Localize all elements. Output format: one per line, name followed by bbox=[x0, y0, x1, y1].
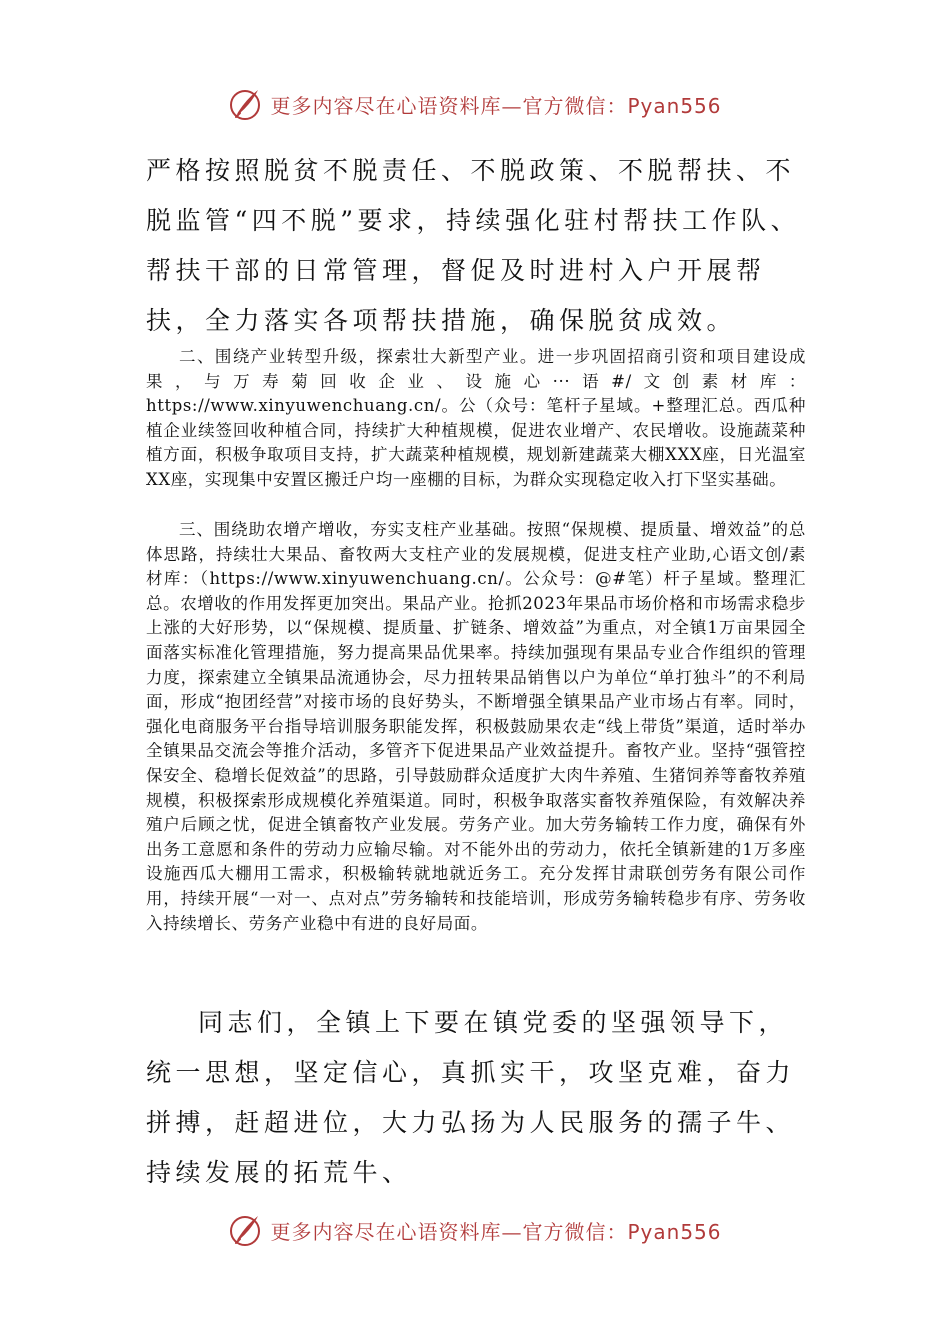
paragraph-section-two: 二、围绕产业转型升级，探索壮大新型产业。进一步巩固招商引资和项目建设成果，与万寿菊回收企业、设施心···语#/文创素材库：https://www.xinyuwenchuang.cn/。公（众号：笔杆子星域。+整理汇总。西瓜种植企业续签回收种植合同，持续扩大种植规模，促进农业增产、农民增收。设施蔬菜种植方面，积极争取项目支持，扩大蔬菜种植规模，规划新建蔬菜大棚XXX座，日光温室XX座，实现集中安置区搬迁户均一座棚的目标，为群众实现稳定收入打下坚实基础。 bbox=[146, 347, 806, 489]
header-banner bbox=[0, 84, 950, 124]
paragraph-comrades: 同志们，全镇上下要在镇党委的坚强领导下，统一思想，坚定信心，真抓实干，攻坚克难，奋力拼搏，赶超进位，大力弘扬为人民服务的孺子牛、持续发展的拓荒牛、 bbox=[146, 1008, 796, 1187]
quill-pen-seal-icon bbox=[228, 86, 264, 122]
paragraph-section-three: 三、围绕助农增产增收，夯实支柱产业基础。按照“保规模、提质量、增效益”的总体思路，持续壮大果品、畜牧两大支柱产业的发展规模，促进支柱产业助,心语文创/素材库：（https://www.xinyuwenchuang.cn/。公众号：@#笔）杆子星域。整理汇总。农增收的作用发挥更加突出。果品产业。抢抓2023年果品市场价格和市场需求稳步上涨的大好形势，以“保规模、提质量、扩链条、增效益”为重点，对全镇1万亩果园全面落实标准化管理措施，努力提高果品优果率。持续加强现有果品专业合作组织的管理力度，探索建立全镇果品流通协会，尽力扭转果品销售以户为单位“单打独斗”的不利局面，形成“抱团经营”对接市场的良好势头，不断增强全镇果品产业市场占有率。同时，强化电商服务平台指导培训服务职能发挥，积极鼓励果农走“线上带货”渠道，适时举办全镇果品交流会等推介活动，多管齐下促进果品产业效益提升。畜牧产业。坚持“强管控保安全、稳增长促效益”的思路，引导鼓励群众适度扩大肉牛养殖、生猪饲养等畜牧养殖规模，积极探索形成规模化养殖渠道。同时，积极争取落实畜牧养殖保险，有效解决养殖户后顾之忧，促进全镇畜牧产业发展。劳务产业。加大劳务输转工作力度，确保有外出务工意愿和条件的劳动力应输尽输。对不能外出的劳动力，依托全镇新建的1万多座设施西瓜大棚用工需求，积极输转就地就近务工。充分发挥甘肃联创劳务有限公司作用，持续开展“一对一、点对点”劳务输转和技能培训，形成劳务输转稳步有序、劳务收入持续增长、劳务产业稳中有进的良好局面。 bbox=[146, 520, 806, 933]
banner-text: 更多内容尽在心语资料库—官方微信：Pyan556 bbox=[270, 93, 722, 118]
quill-pen-seal-icon bbox=[228, 1212, 264, 1248]
paragraph-closing-support: 严格按照脱贫不脱责任、不脱政策、不脱帮扶、不脱监管“四不脱”要求，持续强化驻村帮扶工作队、帮扶干部的日常管理，督促及时进村入户开展帮扶，全力落实各项帮扶措施，确保脱贫成效。 bbox=[146, 156, 801, 335]
footer-banner bbox=[0, 1210, 950, 1250]
banner-text: 更多内容尽在心语资料库—官方微信：Pyan556 bbox=[270, 1219, 722, 1244]
